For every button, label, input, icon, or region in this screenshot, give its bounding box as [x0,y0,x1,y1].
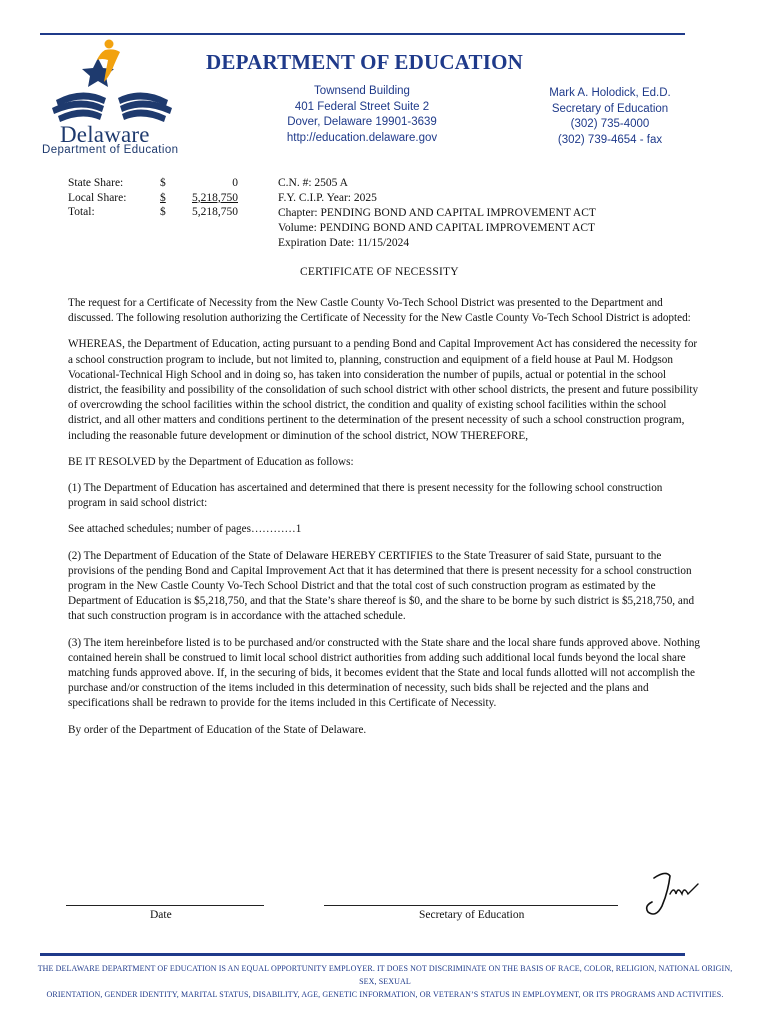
delaware-doe-logo [42,38,182,158]
address-line: Dover, Delaware 19901-3639 [287,116,437,128]
date-signature-line [66,905,264,906]
website-link[interactable]: http://education.delaware.gov [286,131,438,144]
share-amount: 5,218,750 [192,191,238,204]
header-rule [40,33,685,35]
certificate-details [278,176,596,251]
share-amount: 0 [232,177,238,189]
secretary-name: Mark A. Holodick, Ed.D. [549,87,671,99]
secretary-label: Secretary of Education [419,909,525,921]
volume: Volume: PENDING BOND AND CAPITAL IMPROVEMENT ACT [278,222,596,234]
share-row-state [68,176,248,191]
cip-year: F.Y. C.I.P. Year: 2025 [278,192,377,204]
paragraph: WHEREAS, the Department of Education, acting pursuant to a pending Bond and Capital Improvement Act has considered the necessity for a school construction program to include, but not limited to, planning, construction and equipment of a field house at Paul M. Hodgson Vocational-Technical High School and in doing so, has taken into consideration the number of pupils, actual or potential in the school district, the feasibility and possibility of the consolidation of such school district with other school districts, the present and future possibility of overcrowding the school facilities within the school district, the condition and quality of existing school facilities within the school district, and all other matters and conditions pertinent to the determination of the present necessity of such a school construction program, including the reasonable future development or diminution of the school district, NOW THEREFORE, [68,338,699,442]
address-block [262,84,462,146]
handwritten-signature-icon [640,868,700,920]
paragraph: (3) The item hereinbefore listed is to be purchased and/or constructed with the State share and the local share funds approved above. Nothing contained herein shall be construed to limit local school district authorities from adding such additional local funds beyond the local share matching funds approved above. If, in the securing of bids, it becomes evident that the State and local funds allotted will not accomplish the purchase and/or construction of the items included in this determination of necessity, such bids shall be rejected and the plans and specifications shall be redrawn to provide for the items included in this Certificate of Necessity. [68,636,700,710]
address-line: Townsend Building [314,85,410,97]
footer-line: ORIENTATION, GENDER IDENTITY, MARITAL STATUS, DISABILITY, AGE, GENETIC INFORMATION, OR VETERAN’S STATUS IN EMPLOYMENT, OR ITS PROGRAMS AND ACTIVITIES. [46,990,724,999]
fax-number: (302) 739-4654 - fax [557,133,663,146]
share-label: State Share: [68,177,124,189]
share-row-total [68,205,248,220]
paragraph: (2) The Department of Education of the State of Delaware HEREBY CERTIFIES to the State Treasurer of said State, pursuant to the provisions of the pending Bond and Capital Improvement Act that it has determined that there is present necessity for a school construction program in the New Castle County Vo-Tech School District and that the total cost of such construction program as estimated by the Department of Education is $5,218,750, and that the State’s share thereof is $0, and the share to be borne by such district is $5,218,750, and that such construction program is in accordance with the attached schedule. [68,549,695,623]
share-amount: 5,218,750 [192,206,238,218]
certificate-title: CERTIFICATE OF NECESSITY [300,266,459,278]
share-currency: $ [160,177,166,189]
department-title: DEPARTMENT OF EDUCATION [206,50,523,74]
secretary-signature-line [324,905,618,906]
secretary-title: Secretary of Education [551,102,669,115]
address-line: 401 Federal Street Suite 2 [294,100,430,113]
paragraph: BE IT RESOLVED by the Department of Education as follows: [68,455,354,468]
paragraph: By order of the Department of Education of the State of Delaware. [68,723,367,736]
logo-wordmark: Delaware [60,122,150,147]
phone-number: (302) 735-4000 [570,118,650,130]
footer-line: THE DELAWARE DEPARTMENT OF EDUCATION IS AN EQUAL OPPORTUNITY EMPLOYER. IT DOES NOT DISCRIMINATE ON THE BASIS OF RACE, COLOR, RELIGION, NATIONAL ORIGIN, SEX, SEXUAL [37,964,733,986]
expiration-date: Expiration Date: 11/15/2024 [278,237,410,249]
share-label: Local Share: [68,191,127,204]
footer-rule [40,953,685,956]
chapter: Chapter: PENDING BOND AND CAPITAL IMPROVEMENT ACT [278,207,596,219]
date-label: Date [150,909,172,921]
shares-table [68,176,248,220]
share-currency: $ [160,191,166,204]
share-row-local [68,191,248,206]
logo-subtitle: Department of Education [42,144,179,156]
certificate-body [68,296,702,749]
cn-number: C.N. #: 2505 A [278,177,348,189]
secretary-block [525,86,695,148]
share-label: Total: [68,206,95,218]
logo-emblem-icon [42,38,182,124]
share-currency: $ [160,206,166,218]
paragraph: (1) The Department of Education has ascertained and determined that there is present necessity for the following school construction program in said school district: [68,482,663,510]
paragraph: The request for a Certificate of Necessity from the New Castle County Vo-Tech School District was presented to the Department and discussed. The following resolution authorizing the Certificate of Necessity for the New Castle County Vo-Tech School District is adopted: [68,297,691,325]
equal-opportunity-footer [30,962,740,1001]
paragraph: See attached schedules; number of pages…………1 [68,523,302,536]
